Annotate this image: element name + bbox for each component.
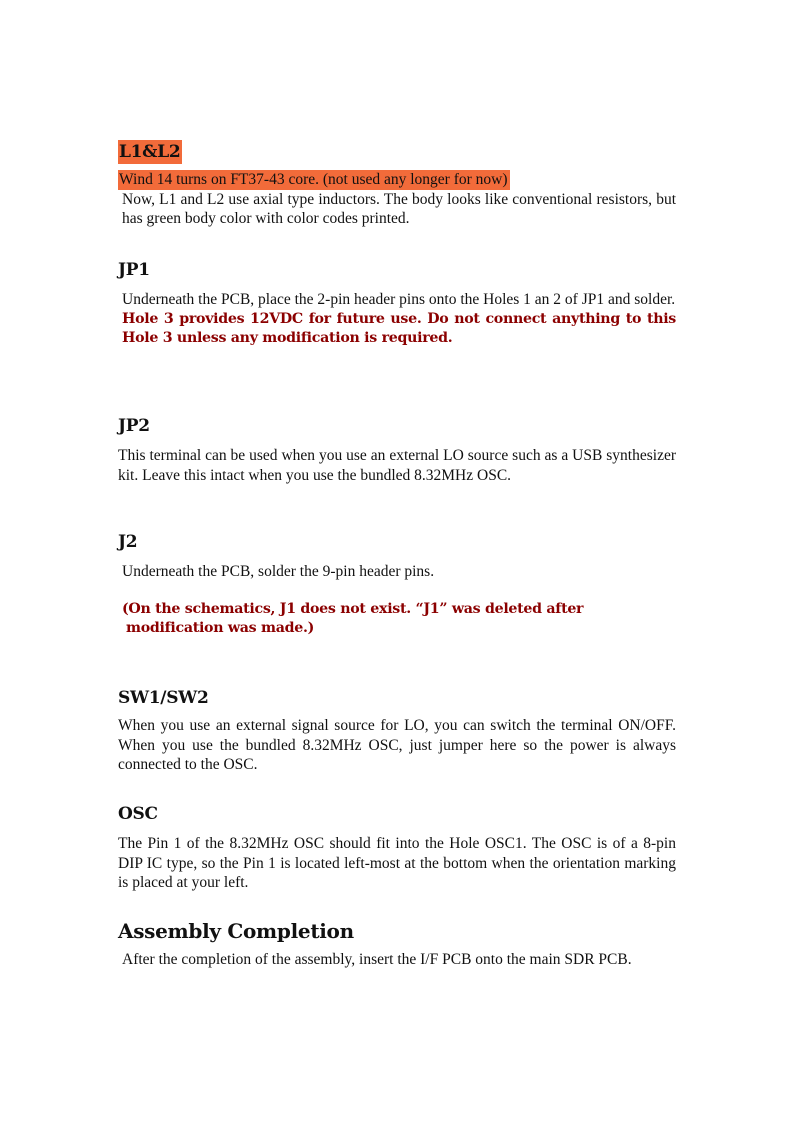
highlighted-note: Wind 14 turns on FT37-43 core. (not used any longer for now)	[119, 171, 508, 188]
section-l1l2	[118, 140, 676, 229]
section-j2	[118, 530, 676, 639]
heading-sw1-sw2: SW1/SW2	[118, 688, 209, 708]
section-sw1-sw2	[118, 686, 676, 775]
jp1-warning: Hole 3 provides 12VDC for future use. Do not connect anything to this Hole 3 unless any modification is required.	[122, 310, 676, 347]
section-jp1	[118, 258, 676, 349]
heading-osc: OSC	[118, 804, 158, 824]
section-osc	[118, 802, 676, 893]
osc-body: The Pin 1 of the 8.32MHz OSC should fit into the Hole OSC1. The OSC is of a 8-pin DIP IC type, so the Pin 1 is located left-most at the bottom when the orientation marking is placed at your left.	[118, 835, 676, 892]
jp1-body: Underneath the PCB, place the 2-pin header pins onto the Holes 1 an 2 of JP1 and solder.	[122, 291, 676, 308]
heading-jp2: JP2	[118, 416, 150, 436]
completion-body: After the completion of the assembly, insert the I/F PCB onto the main SDR PCB.	[122, 951, 632, 968]
j2-warning-line1: (On the schematics, J1 does not exist. “J1” was deleted after	[122, 600, 584, 617]
l1l2-body: Now, L1 and L2 use axial type inductors. The body looks like conventional resistors, but has green body color with color codes printed.	[122, 190, 676, 228]
heading-l1l2: L1&L2	[119, 142, 181, 162]
section-assembly-completion	[118, 918, 676, 970]
jp2-body: This terminal can be used when you use an external LO source such as a USB synthesizer kit. Leave this intact when you use the bundled 8.32MHz OSC.	[118, 447, 676, 484]
heading-j2: J2	[118, 532, 138, 552]
sw-body: When you use an external signal source for LO, you can switch the terminal ON/OFF. When you use the bundled 8.32MHz OSC, just jumper here so the power is always connected to the OSC.	[118, 717, 676, 774]
j2-body: Underneath the PCB, solder the 9-pin header pins.	[122, 563, 435, 580]
heading-assembly-completion: Assembly Completion	[118, 919, 354, 943]
j2-warning-line2: modification was made.)	[126, 620, 315, 637]
heading-jp1: JP1	[118, 260, 150, 280]
section-jp2	[118, 414, 676, 485]
